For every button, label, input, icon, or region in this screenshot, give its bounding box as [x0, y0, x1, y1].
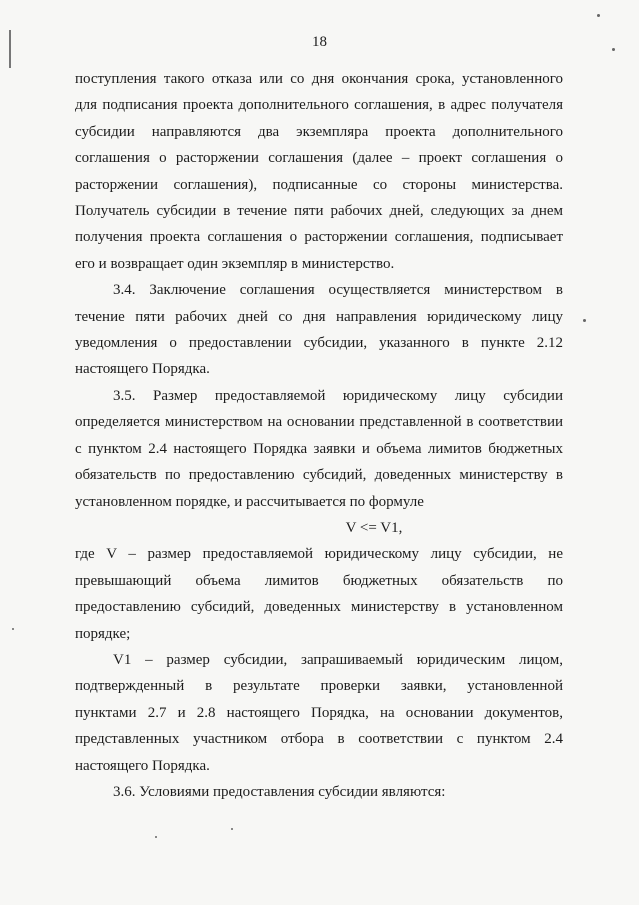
text-line: настоящего Порядка.: [75, 361, 210, 378]
text-line: 3.6. Условиями предоставления субсидии являются:: [113, 783, 446, 800]
text-line: уведомления о предоставлении субсидии, указанного в пункте 2.12: [75, 335, 563, 352]
text-line: где V – размер предоставляемой юридическому лицу субсидии, не: [75, 546, 563, 563]
text-line: течение пяти рабочих дней со дня направления юридическому лицу: [75, 308, 563, 325]
text-line: предоставлению субсидий, доведенных министерству в установленном: [75, 599, 563, 616]
document-body: [75, 66, 563, 805]
text-line: обязательств по предоставлению субсидий, доведенных министерству в: [75, 467, 563, 484]
text-line: поступления такого отказа или со дня окончания срока, установленного: [75, 71, 563, 87]
text-line: для подписания проекта дополнительного соглашения, в адрес получателя: [75, 97, 563, 114]
paragraph-3-4: [75, 277, 563, 383]
scan-edge-mark: [9, 30, 11, 68]
text-line: получения проекта соглашения о расторжении соглашения, подписывает: [75, 229, 563, 246]
scan-speck: [155, 836, 157, 838]
text-line: 3.5. Размер предоставляемой юридическому лицу субсидии: [113, 387, 563, 404]
paragraph-3-5: [75, 383, 563, 515]
paragraph-3-6: [75, 779, 563, 805]
paragraph: [75, 66, 563, 277]
text-line: его и возвращает один экземпляр в министерство.: [75, 255, 395, 272]
text-line: порядке;: [75, 625, 131, 642]
text-line: субсидии направляются два экземпляра проекта дополнительного: [75, 123, 563, 140]
formula: V <= V1,: [345, 519, 403, 536]
text-line: представленных участником отбора в соответствии с пунктом 2.4: [75, 731, 563, 748]
page-number: 18: [312, 34, 327, 50]
scan-speck: [612, 48, 615, 51]
scan-speck: [231, 828, 233, 830]
scan-speck: [597, 14, 600, 17]
paragraph-definition-v1: [75, 647, 563, 779]
scan-speck: [12, 628, 14, 630]
text-line: V1 – размер субсидии, запрашиваемый юридическим лицом,: [113, 651, 563, 668]
text-line: настоящего Порядка.: [75, 757, 210, 774]
text-line: расторжении соглашения), подписанные со стороны министерства.: [75, 176, 563, 193]
text-line: определяется министерством на основании представленной в соответствии: [75, 414, 563, 431]
text-line: соглашения о расторжении соглашения (далее – проект соглашения о: [75, 150, 563, 167]
text-line: Получатель субсидии в течение пяти рабочих дней, следующих за днем: [75, 203, 563, 220]
text-line: пунктами 2.7 и 2.8 настоящего Порядка, на основании документов,: [75, 704, 563, 721]
text-line: с пунктом 2.4 настоящего Порядка заявки и объема лимитов бюджетных: [75, 440, 563, 457]
text-line: установленном порядке, и рассчитывается по формуле: [75, 493, 424, 510]
paragraph-definition-v: [75, 541, 563, 647]
text-line: подтвержденный в результате проверки заявки, установленной: [75, 678, 563, 695]
scan-speck: [583, 319, 586, 322]
text-line: 3.4. Заключение соглашения осуществляется министерством в: [113, 282, 563, 299]
text-line: превышающий объема лимитов бюджетных обязательств по: [75, 572, 563, 589]
